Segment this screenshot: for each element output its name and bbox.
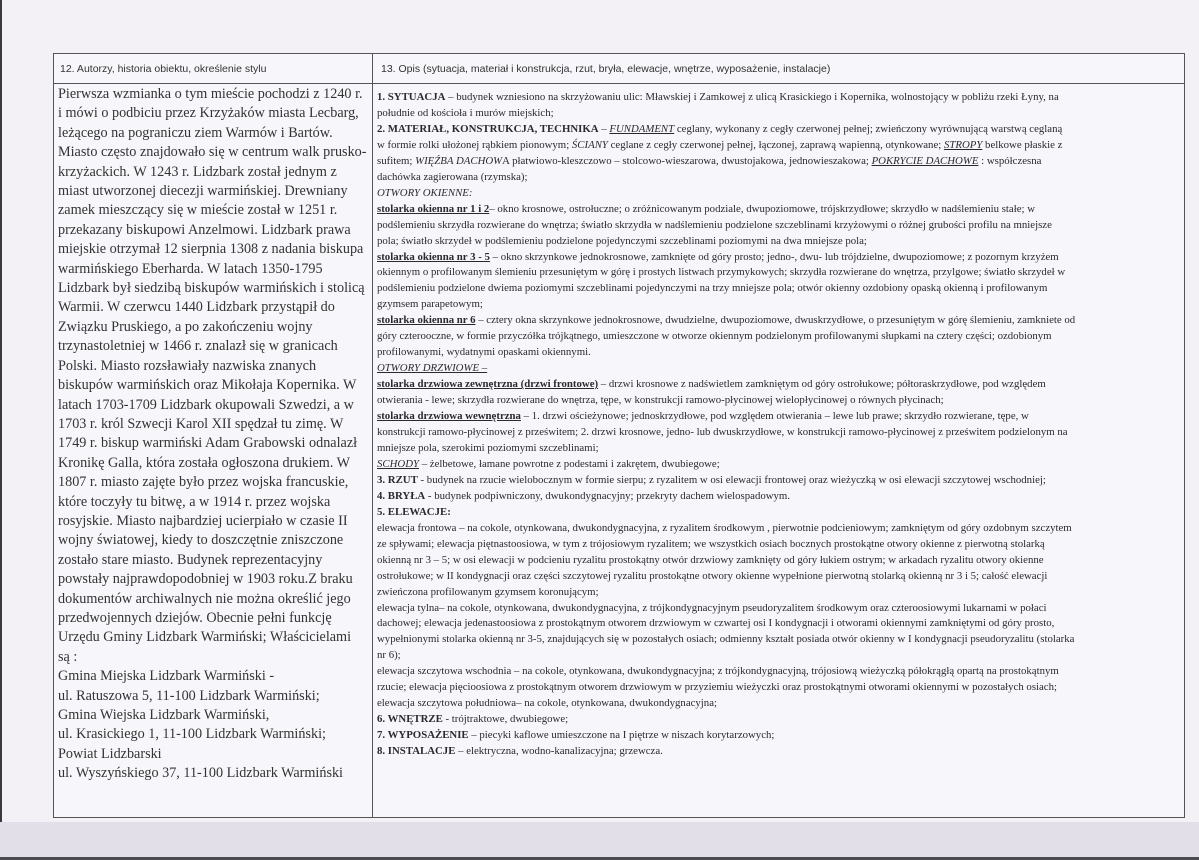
description-text-segment: rzucie; elewacja pięcioosiowa z prostokątnym otworem drzwiowym w przyziemiu wieżyczki oraz prostokątnymi otworami okiennymi w pozostałych osiach; <box>377 681 1057 694</box>
description-text-segment: - trójtraktowe, dwubiegowe; <box>442 713 569 726</box>
description-line <box>377 265 1182 281</box>
history-line: rosyjskie. Miasto najbardziej ucierpiało w czasie II <box>58 512 348 529</box>
description-text-segment: - budynek podpiwniczony, dwukondygnacyjny; przekryty dachem wielospadowym. <box>425 489 791 502</box>
history-line: Pierwsza wzmianka o tym mieście pochodzi z 1240 r. <box>58 86 363 102</box>
description-text-segment: sufitem; <box>377 154 416 167</box>
description-line <box>377 377 1182 393</box>
description-heading: WIĘŹBA DACHOW <box>415 154 503 167</box>
history-line: Urzędu Gminy Lidzbark Warmiński; Właścicielami <box>58 629 352 646</box>
description-text-segment: elewacja frontowa – na cokole, otynkowana, dwukondygnacyjna, z ryzalitem środkowym , pierwotnie podcieniowym; zamkniętym od góry ozdobnym szczytem <box>377 521 1072 534</box>
description-line <box>377 425 1182 441</box>
description-line <box>377 648 1182 664</box>
description-text-segment: okienną nr 3 – 5; w osi elewacji w podcieniu ryzalitu prostokątny otwór drzwiowy zamknięty od góry łukiem ostrym; w arkadach ryzalitu otwory okienne <box>377 553 1044 566</box>
history-line: przekazany biskupowi Anzelmowi. Lidzbark prawa <box>58 221 351 238</box>
description-heading: stolarka okienna nr 1 i 2 <box>377 202 490 215</box>
description-line <box>377 345 1182 361</box>
history-line: Warmii. W czerwcu 1440 Lidzbark przystąpił do <box>58 299 335 316</box>
history-line: ul. Wyszyńskiego 37, 11-100 Lidzbark Warmiński <box>58 765 343 782</box>
history-line: Związku Pruskiego, a po zakończeniu wojny <box>58 318 313 335</box>
description-text-segment: elewacja szczytowa wschodnia – na cokole, otynkowana, dwukondygnacyjna; z trójkondygnacyjną, trójosiową wieżyczką półokrągłą opartą na prostokątnym <box>377 665 1059 678</box>
description-text-segment: okiennym o profilowanym ślemieniu przesuniętym w górę i prostych listwach przymykowych; skrzydła rozwierane do wnętrza, przylgowe; światło skrzydeł w <box>377 266 1066 279</box>
header-description: 13. Opis (sytuacja, materiał i konstrukcja, rzut, bryła, elewacje, wnętrze, wyposażenie, instalacje) <box>381 63 831 75</box>
description-line <box>377 90 1182 106</box>
description-heading: OTWORY DRZWIOWE – <box>377 362 488 375</box>
description-text-segment: w formie rolki ułożonej rąbkiem pionowym; <box>377 138 572 151</box>
description-heading: 5. ELEWACJE: <box>377 505 451 518</box>
history-line: są : <box>58 648 78 665</box>
description-line <box>377 457 1182 473</box>
description-heading: 4. BRYŁA <box>377 489 426 502</box>
description-line <box>377 409 1182 425</box>
description-heading: SCHODY <box>377 457 419 470</box>
description-text-segment: konstrukcji ramowo-płycinowej z prześwitem; 2. drzwi krosnowe, jedno- lub dwuskrzydłowe, w konstrukcji ramowo-płycinowej z prześwitem podzielonym na <box>377 426 1068 439</box>
description-line <box>377 122 1182 138</box>
history-line: trzynastoletniej w 1466 r. znalazł się w granicach <box>58 338 338 355</box>
description-line <box>377 281 1182 297</box>
description-line <box>377 441 1182 457</box>
description-heading: POKRYCIE DACHOWE <box>871 154 979 167</box>
description-text-segment: – okno skrzynkowe jednokrosnowe, zamknięte od góry prosto; jedno-, dwu- lub trójdzielne, dwupoziomowe; z pozornym krzyżem <box>489 250 1059 263</box>
description-line <box>377 106 1182 122</box>
history-line: Gmina Wiejska Lidzbark Warmiński, <box>58 707 270 723</box>
history-text <box>58 85 370 784</box>
description-text-segment: : współczesna <box>978 154 1042 167</box>
history-line: Miasto często znajdowało się w centrum walk prusko- <box>58 144 367 161</box>
history-line: i mówi o podbiciu przez Krzyżaków miasta Lecbarg, <box>58 105 359 122</box>
description-heading: 2. MATERIAŁ, KONSTRUKCJA, TECHNIKA <box>377 122 599 135</box>
description-text-segment: podślemieniu podzielone dwiema poziomymi szczeblinami pojedynczymi na trzy mniejsze pola; otwór okienny ozdobiony opaską okienną i profilowanym <box>377 282 1048 295</box>
description-line <box>377 329 1182 345</box>
description-text-segment: ostrołukowe; w II kondygnacji oraz części szczytowej ryzalitu prostokątne otwory okienne wypełnione pierwotną stolarką okienną nr 3 i 5; całość elewacji <box>377 569 1048 582</box>
description-heading: OTWORY OKIENNE: <box>377 186 473 199</box>
description-text-segment: – piecyki kaflowe umieszczone na I piętrze w niszach korytarzowych; <box>468 729 775 742</box>
description-text-segment: A płatwiowo-kleszczowo – stolcowo-wieszarowa, dwustojakowa, jednowieszakowa; <box>502 154 872 167</box>
description-heading: stolarka okienna nr 3 - 5 <box>377 250 490 263</box>
history-line: biskupów warmińskich oraz Mikołaja Kopernika. W <box>58 377 357 394</box>
history-line: ul. Ratuszowa 5, 11-100 Lidzbark Warmiński; <box>58 687 320 704</box>
history-line: 1703 r. król Szwecji Karol XII spędzał tu zimę. W <box>58 415 344 432</box>
description-line <box>377 569 1182 585</box>
description-line <box>377 313 1182 329</box>
description-text-segment: góry czterooczne, w formie przyczółka trójkątnego, umieszczone w otworze okiennym podzielonym profilowanymi słupkami na cztery części; ozdobionym <box>377 330 1052 343</box>
description-text-segment: belkowe płaskie z <box>982 138 1063 151</box>
description-line <box>377 393 1182 409</box>
description-line <box>377 680 1182 696</box>
history-line: Polski. Miasto rozsławiały nazwiska znanych <box>58 357 317 374</box>
description-text-segment: dachowej; elewacja jedenastoosiowa z prostokątnym otworem drzwiowym w czwartej osi I kondygnacji i otworami okiennymi zamkniętymi od góry prosto, <box>377 617 1055 630</box>
description-line <box>377 297 1182 313</box>
description-text-segment: elewacja tylna– na cokole, otynkowana, dwukondygnacyjna, z trójkondygnacyjnym pseudoryzalitem środkowym oraz czteroosiowymi lukarnami w połaci <box>377 601 1047 614</box>
description-line <box>377 473 1182 489</box>
history-line: dokumentów archiwalnych nie można określić jego <box>58 590 351 607</box>
description-heading: 7. WYPOSAŻENIE <box>377 729 469 742</box>
description-heading: 3. RZUT <box>377 473 418 486</box>
description-heading: 8. INSTALACJE <box>377 745 456 758</box>
history-line: zostało stare miasto. Budynek reprezentacyjny <box>58 551 323 568</box>
description-text <box>377 90 1182 760</box>
description-text-segment: gzymsem parapetowym; <box>377 298 483 311</box>
description-line <box>377 585 1182 601</box>
description-text-segment: – cztery okna skrzynkowe jednokrosnowe, dwudzielne, dwupoziomowe, dwuskrzydłowe, o przesuniętym w górę ślemieniu, zamkniete od <box>475 314 1076 327</box>
description-line <box>377 664 1182 680</box>
description-line <box>377 234 1182 250</box>
history-line: powstały najprawdopodobniej w 1903 roku.Z braku <box>58 571 353 588</box>
description-text-segment: profilowanymi, wydatnymi opaskami okiennymi. <box>377 346 591 359</box>
description-heading: stolarka drzwiowa wewnętrzna <box>377 410 521 423</box>
history-line: leżącego na pograniczu ziem Warmów i Bartów. <box>58 124 333 141</box>
description-line <box>377 250 1182 266</box>
history-line: krzyżackich. W 1243 r. Lidzbark został jednym z <box>58 163 337 180</box>
description-line <box>377 138 1182 154</box>
history-line: Kronikę Galla, która została ogłoszona drukiem. W <box>58 454 351 471</box>
description-heading: 1. SYTUACJA <box>377 91 446 103</box>
description-text-segment: wypełnionymi stolarka okienną nr 3-5, znajdujących się w pozostałych osiach; odmienny kształt posiada otwór okienny w I kondygnacji pseudoryzalitu (stolarka <box>377 633 1075 646</box>
description-line <box>377 361 1182 377</box>
history-line: 1749 r. biskup warmiński Adam Grabowski odnalazł <box>58 435 358 452</box>
history-line: 1807 r. miasto zajęte było przez wojska francuskie, <box>58 474 349 491</box>
description-heading: stolarka okienna nr 6 <box>377 314 476 327</box>
history-line: latach 1703-1709 Lidzbark okupowali Szwedzi, a w <box>58 396 354 413</box>
description-text-segment: – <box>598 122 610 135</box>
description-text-segment: ceglane z cegły czerwonej pełnej, łączonej, zaprawą wapienną, otynkowane; <box>607 138 944 151</box>
history-line: Lidzbark był siedzibą biskupów warmińskich i stolicą <box>58 280 365 297</box>
description-line <box>377 616 1182 632</box>
description-line <box>377 728 1182 744</box>
description-text-segment: nr 6); <box>377 649 401 662</box>
description-line <box>377 218 1182 234</box>
description-line <box>377 505 1182 521</box>
description-line <box>377 170 1182 186</box>
history-line: miejskie otrzymał 12 sierpnia 1308 z nadania biskupa <box>58 241 364 258</box>
description-line <box>377 632 1182 648</box>
history-line: Powiat Lidzbarski <box>58 745 162 762</box>
scan-margin <box>0 822 1199 860</box>
description-text-segment: mniejsze pola, szerokimi poziomymi szczeblinami; <box>377 441 599 454</box>
description-text-segment: – drzwi krosnowe z nadświetlem zamkniętym od góry ostrołukowe; półtoraskrzydłowe, pod względem <box>598 378 1046 391</box>
description-heading: ŚCIANY <box>571 138 608 151</box>
description-text-segment: otwierania - lewe; skrzydła rozwierane do wnętrza, tępe, w konstrukcji ramowo-płycinowej wielopłycinowej o równych płycinach; <box>377 394 944 407</box>
form-table <box>53 53 1185 818</box>
description-text-segment: ze spływami; elewacja piętnastoosiowa, w tym z trójosiowym ryzalitem; we wszystkich osiach bocznych prostokątne otwory okienne z pierwotną stolarką <box>377 537 1045 550</box>
description-text-segment: dachówka zagierowana (rzymska); <box>377 170 528 183</box>
description-text-segment: – żelbetowe, łamane powrotne z podestami i zakrętem, dwubiegowe; <box>419 457 720 470</box>
description-text-segment: podślemieniu skrzydła rozwierane do wnętrza; światło skrzydła w nadślemieniu podzielone szczeblinami krzyżowymi o różnej grubości profilu na mniejsze <box>377 218 1052 231</box>
description-heading: STROPY <box>943 138 983 151</box>
description-line <box>377 186 1182 202</box>
header-divider <box>54 83 1184 84</box>
description-heading: 6. WNĘTRZE <box>377 713 443 726</box>
description-text-segment: – elektryczna, wodno-kanalizacyjna; grzewcza. <box>455 745 663 758</box>
description-text-segment: - budynek na rzucie wielobocznym w formie sierpu; z ryzalitem w osi elewacji frontowej oraz wieżyczką w osi elewacji szczytowej wschodniej; <box>417 473 1046 486</box>
history-line: miast utworzonej diecezji warmińskiej. Drewniany <box>58 183 348 200</box>
description-line <box>377 601 1182 617</box>
description-heading: FUNDAMENT <box>609 122 675 135</box>
description-heading: stolarka drzwiowa zewnętrzna (drzwi frontowe) <box>377 378 599 391</box>
description-text-segment: – 1. drzwi ościeżynowe; jednoskrzydłowe, pod względem otwierania – lewe lub prawe; skrzydło rozwierane, tępe, w <box>520 410 1029 423</box>
history-line: Gmina Miejska Lidzbark Warmiński - <box>58 668 275 685</box>
description-line <box>377 744 1182 760</box>
description-text-segment: elewacja szczytowa południowa– na cokole, otynkowana, dwukondygnacyjna; <box>377 697 717 710</box>
description-text-segment: zwieńczona profilowanym gzymsem koronującym; <box>377 585 599 598</box>
description-text-segment: – okno krosnowe, ostrołuczne; o zróżnicowanym podziale, dwupoziomowe, trójskrzydłowe; skrzydło w nadślemieniu stałe; w <box>489 202 1036 215</box>
history-line: zamek mieszczący się w mieście został w 1251 r. <box>58 202 338 219</box>
column-divider <box>372 54 373 817</box>
history-line: przedwojennych dziejów. Obecnie pełni funkcję <box>58 609 332 626</box>
description-text-segment: ceglany, wykonany z cegły czerwonej pełnej; zwieńczony wyrównującą warstwą ceglaną <box>674 122 1063 135</box>
description-line <box>377 553 1182 569</box>
description-text-segment: – budynek wzniesiono na skrzyżowaniu ulic: Mławskiej i Zamkowej z ulicą Krasickiego i Kopernika, wolnostojący w pobliżu rzeki Łyny, na <box>445 91 1059 103</box>
history-line: które toczyły tu bitwę, a w 1914 r. przez wojska <box>58 493 331 510</box>
description-line <box>377 154 1182 170</box>
scan-edge <box>0 0 2 860</box>
description-text-segment: południe od kościoła i murów miejskich; <box>377 106 554 119</box>
description-line <box>377 537 1182 553</box>
description-line <box>377 712 1182 728</box>
description-line <box>377 489 1182 505</box>
history-line: warmińskiego Eberharda. W latach 1350-1795 <box>58 260 323 277</box>
description-text-segment: pola; światło skrzydeł w podślemieniu podzielone pojedynczymi szczeblinami poziomymi na dwa mniejsze pola; <box>377 234 867 247</box>
description-line <box>377 521 1182 537</box>
history-line: wojny światowej, kiedy to doszczętnie zniszczone <box>58 532 344 549</box>
description-line <box>377 696 1182 712</box>
header-history: 12. Autorzy, historia obiektu, określenie stylu <box>60 63 267 75</box>
history-line: ul. Krasickiego 1, 11-100 Lidzbark Warmiński; <box>58 726 326 743</box>
description-line <box>377 202 1182 218</box>
